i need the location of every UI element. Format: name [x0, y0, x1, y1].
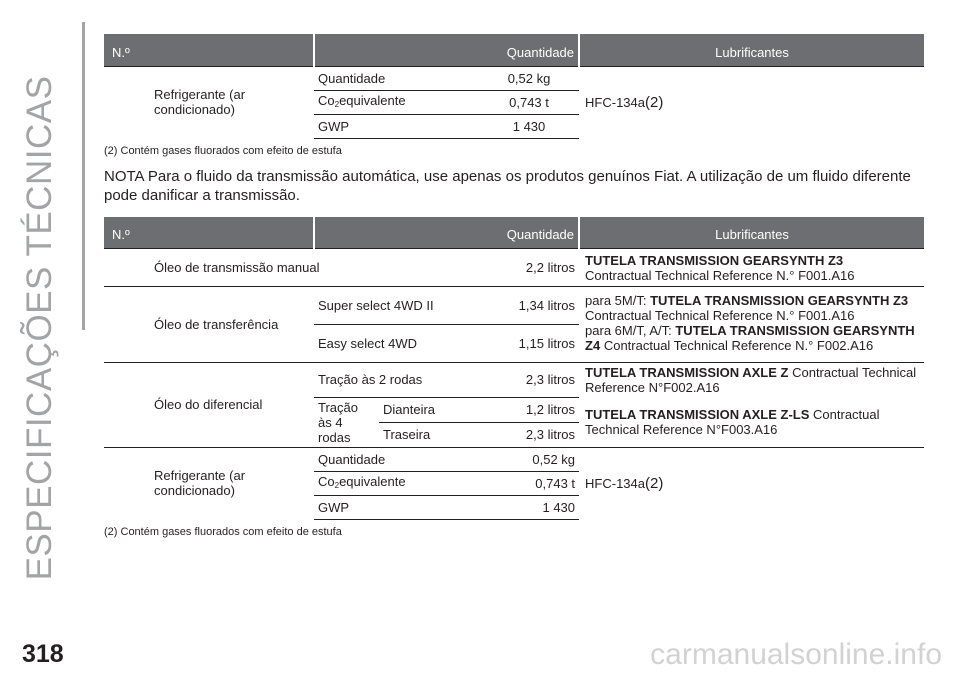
lubricant-bold: TUTELA TRANSMISSION GEARSYNTH Z3	[650, 293, 909, 308]
row-value: 1 430	[479, 495, 579, 519]
lubricant-cell	[579, 287, 924, 363]
co-subscript: 2	[334, 480, 340, 490]
lubricant-ref: Contractual Technical Reference N.° F001.A16	[585, 267, 855, 283]
lubricant-ref: Contractual Technical Reference N°F003.A16	[585, 406, 880, 437]
side-divider	[82, 22, 85, 330]
table-row	[104, 363, 924, 398]
row-qty: 1,15 litros	[479, 325, 579, 363]
row-qty: 2,3 litros	[479, 422, 579, 447]
row-qty: 2,3 litros	[479, 363, 579, 398]
row-label: Super select 4WD II	[314, 287, 479, 325]
side-section-title: ESPECIFICAÇÕES TÉCNICAS	[20, 75, 59, 581]
lubricant-ref: Contractual Technical Reference N°F002.A16	[585, 365, 917, 395]
row-value: 1 430	[479, 114, 579, 138]
lubricant-prefix: para 6M/T, A/T:	[585, 323, 676, 338]
co-label: Co	[318, 473, 335, 489]
row-label: Traseira	[379, 422, 479, 447]
row-label: Tração às 2 rodas	[314, 363, 479, 398]
lubricant-cell	[579, 447, 924, 519]
lubricant-name: HFC-134a	[585, 475, 645, 491]
table-header	[104, 217, 924, 249]
equivalente-label: equivalente	[339, 473, 406, 489]
row-label	[314, 471, 479, 495]
page-number: 318	[22, 640, 64, 668]
co-label: Co	[318, 92, 335, 108]
item-name: Refrigerante (ar condicionado)	[104, 447, 314, 519]
row-label: Quantidade	[314, 66, 479, 90]
row-label: Dianteira	[379, 397, 479, 422]
header-lubricants: Lubrificantes	[579, 34, 924, 66]
refrigerant-table	[104, 34, 924, 139]
lubricant-ref: Contractual Technical Reference N.° F001.A16	[585, 308, 855, 323]
header-quantity: Quantidade	[314, 217, 579, 249]
row-label: Quantidade	[314, 447, 479, 471]
header-number: N.º	[104, 217, 314, 249]
lubricant-cell	[579, 363, 924, 398]
row-value: 0,743 t	[479, 90, 579, 114]
row-label: Easy select 4WD	[314, 325, 479, 363]
equivalente-label: equivalente	[339, 92, 406, 108]
group-label: Tração às 4 rodas	[314, 397, 379, 447]
row-value: 0,52 kg	[479, 447, 579, 471]
table-row	[104, 447, 924, 471]
lubricants-table	[104, 217, 924, 520]
note-ref: (2)	[645, 474, 664, 492]
row-label: GWP	[314, 114, 479, 138]
item-name: Óleo de transferência	[104, 287, 314, 363]
note-ref: (2)	[645, 93, 664, 111]
lubricant-bold: TUTELA TRANSMISSION GEARSYNTH Z3	[585, 252, 844, 268]
lubricant-cell	[579, 397, 924, 447]
row-value: 0,52 kg	[479, 66, 579, 90]
watermark: carmanualsonline.info	[650, 638, 942, 671]
item-name: Óleo do diferencial	[104, 363, 314, 448]
header-number: N.º	[104, 34, 314, 66]
co-subscript: 2	[334, 99, 340, 109]
footnote-2: (2) Contém gases fluorados com efeito de estufa	[104, 525, 342, 538]
lubricant-bold: TUTELA TRANSMISSION AXLE Z-LS	[585, 406, 810, 422]
row-label: GWP	[314, 495, 479, 519]
lubricant-ref: Contractual Technical Reference N.° F002.A16	[603, 338, 874, 353]
lubricant-prefix: para 5M/T:	[585, 293, 651, 308]
note-paragraph: NOTA Para o fluido da transmissão automática, use apenas os produtos genuínos Fiat. A utilização de um fluido diferente pode danificar a transmissão.	[104, 167, 911, 204]
table-row	[104, 66, 924, 90]
header-lubricants: Lubrificantes	[579, 217, 924, 249]
table-header	[104, 34, 924, 66]
header-quantity: Quantidade	[314, 34, 579, 66]
row-qty: 1,34 litros	[479, 287, 579, 325]
row-label	[314, 90, 479, 114]
page-content	[104, 0, 924, 538]
table-row	[104, 287, 924, 325]
lubricant-name: HFC-134a	[585, 94, 645, 110]
row-qty: 1,2 litros	[479, 397, 579, 422]
lubricant-cell	[579, 249, 924, 287]
item-name: Refrigerante (ar condicionado)	[104, 66, 314, 138]
lubricant-cell	[579, 66, 924, 138]
footnote-1: (2) Contém gases fluorados com efeito de estufa	[104, 144, 342, 157]
item-name: Óleo de transmissão manual	[104, 249, 479, 287]
table-row	[104, 249, 924, 287]
row-value: 0,743 t	[479, 471, 579, 495]
lubricant-bold: TUTELA TRANSMISSION GEARSYNTH Z4	[585, 323, 915, 353]
row-qty: 2,2 litros	[479, 249, 579, 287]
lubricant-bold: TUTELA TRANSMISSION AXLE Z	[585, 365, 789, 380]
